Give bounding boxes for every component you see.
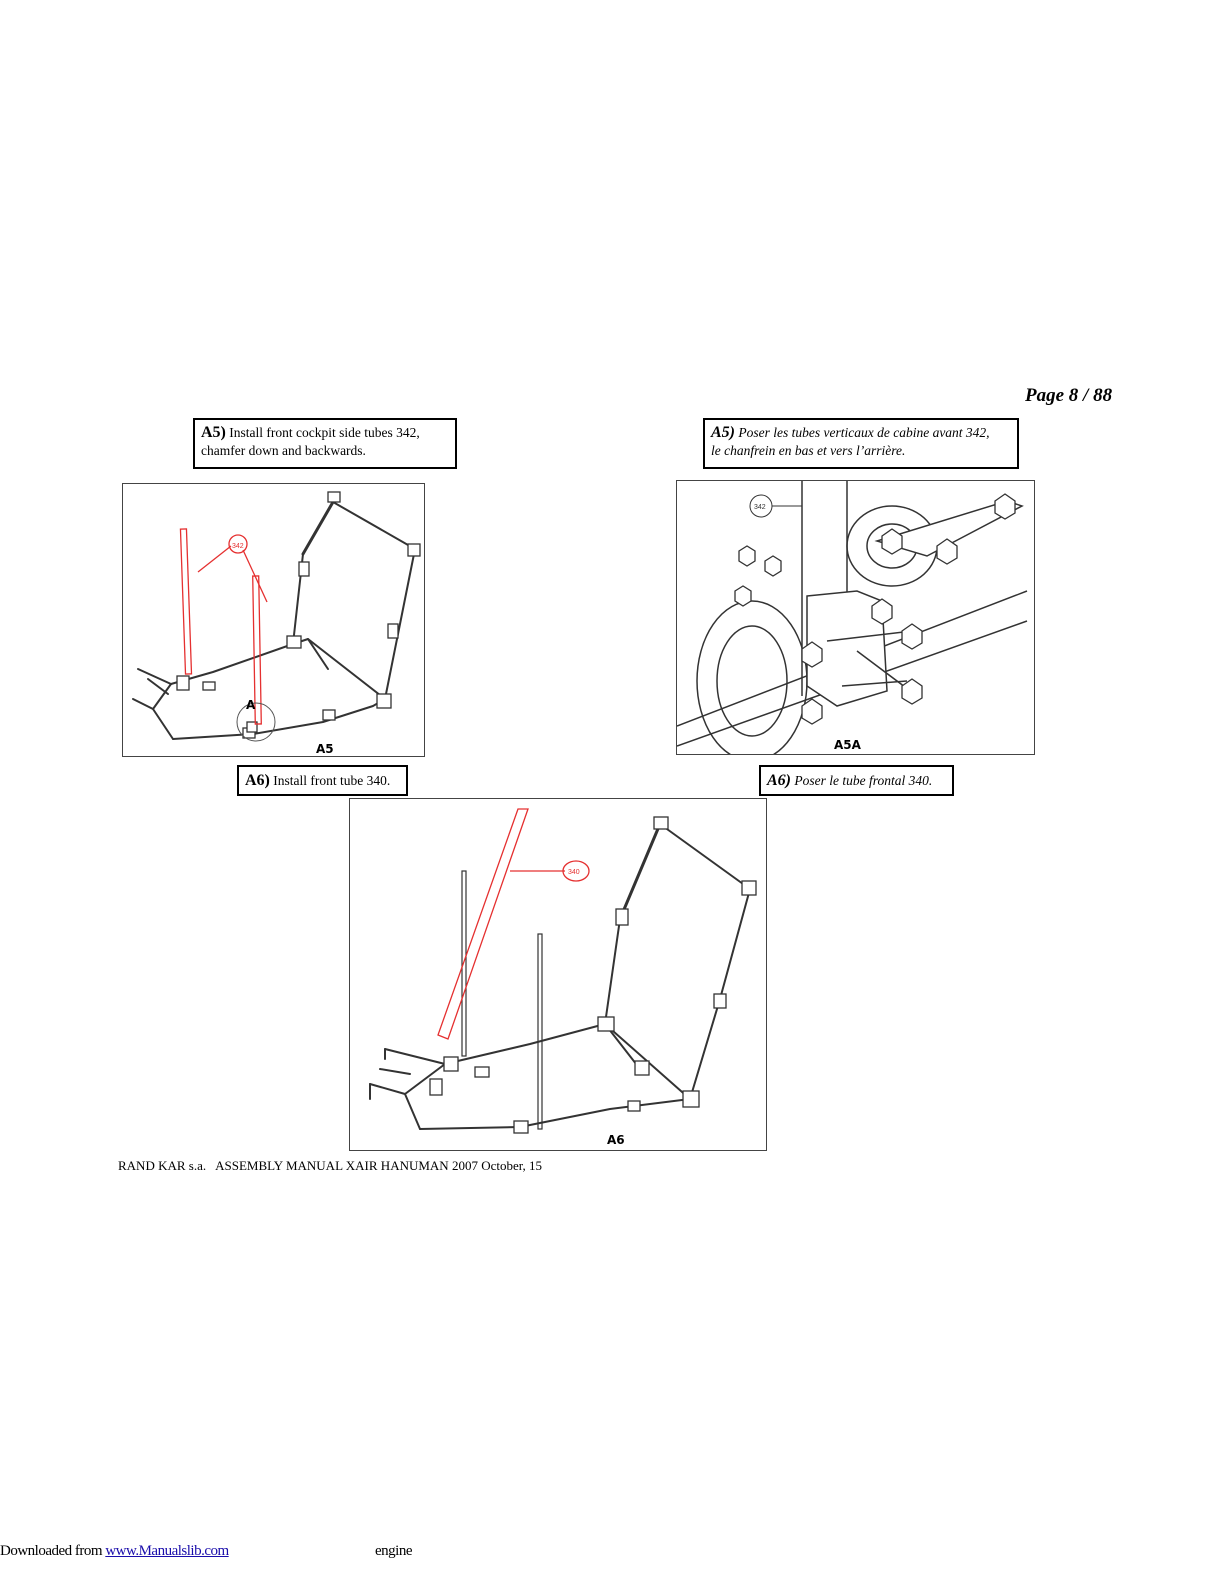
caption-text-line1: Install front cockpit side tubes 342, — [229, 425, 420, 440]
figure-label: A5A — [834, 738, 861, 752]
caption-a5-fr — [703, 418, 1019, 469]
caption-text-line2: chamfer down and backwards. — [201, 443, 366, 458]
part-callout-342: 342 — [754, 504, 766, 511]
figure-a6 — [349, 798, 767, 1151]
step-label: A6) — [767, 772, 791, 789]
step-label: A6) — [245, 772, 270, 789]
figure-label: A5 — [316, 742, 334, 756]
caption-text-line1: Poser les tubes verticaux de cabine avant 342, — [738, 425, 990, 440]
caption-a5-en — [193, 418, 457, 469]
detail-marker: A — [246, 698, 256, 712]
caption-text: Poser le tube frontal 340. — [794, 773, 933, 788]
frame-drawing-a6 — [350, 799, 767, 1151]
step-label: A5) — [711, 424, 735, 441]
caption-a6-fr — [759, 765, 954, 796]
step-label: A5) — [201, 424, 226, 441]
detail-drawing-a5a — [677, 481, 1035, 755]
caption-text-line2: le chanfrein en bas et vers l’arrière. — [711, 443, 906, 458]
part-callout-340: 340 — [568, 869, 580, 876]
page-number: Page 8 / 88 — [1025, 385, 1113, 406]
download-banner — [0, 1543, 412, 1560]
manualslib-link[interactable]: www.Manualslib.com — [105, 1543, 229, 1559]
caption-a6-en — [237, 765, 408, 796]
figure-a5 — [122, 483, 425, 757]
figure-a5a — [676, 480, 1035, 755]
download-prefix: Downloaded from — [0, 1543, 106, 1559]
part-callout-342: 342 — [232, 543, 244, 550]
document-footer: RAND KAR s.a. ASSEMBLY MANUAL XAIR HANUMAN 2007 October, 15 — [118, 1158, 543, 1173]
figure-label: A6 — [607, 1133, 625, 1147]
frame-drawing-a5 — [123, 484, 425, 757]
caption-text: Install front tube 340. — [273, 773, 391, 788]
download-suffix: engine — [375, 1543, 412, 1559]
